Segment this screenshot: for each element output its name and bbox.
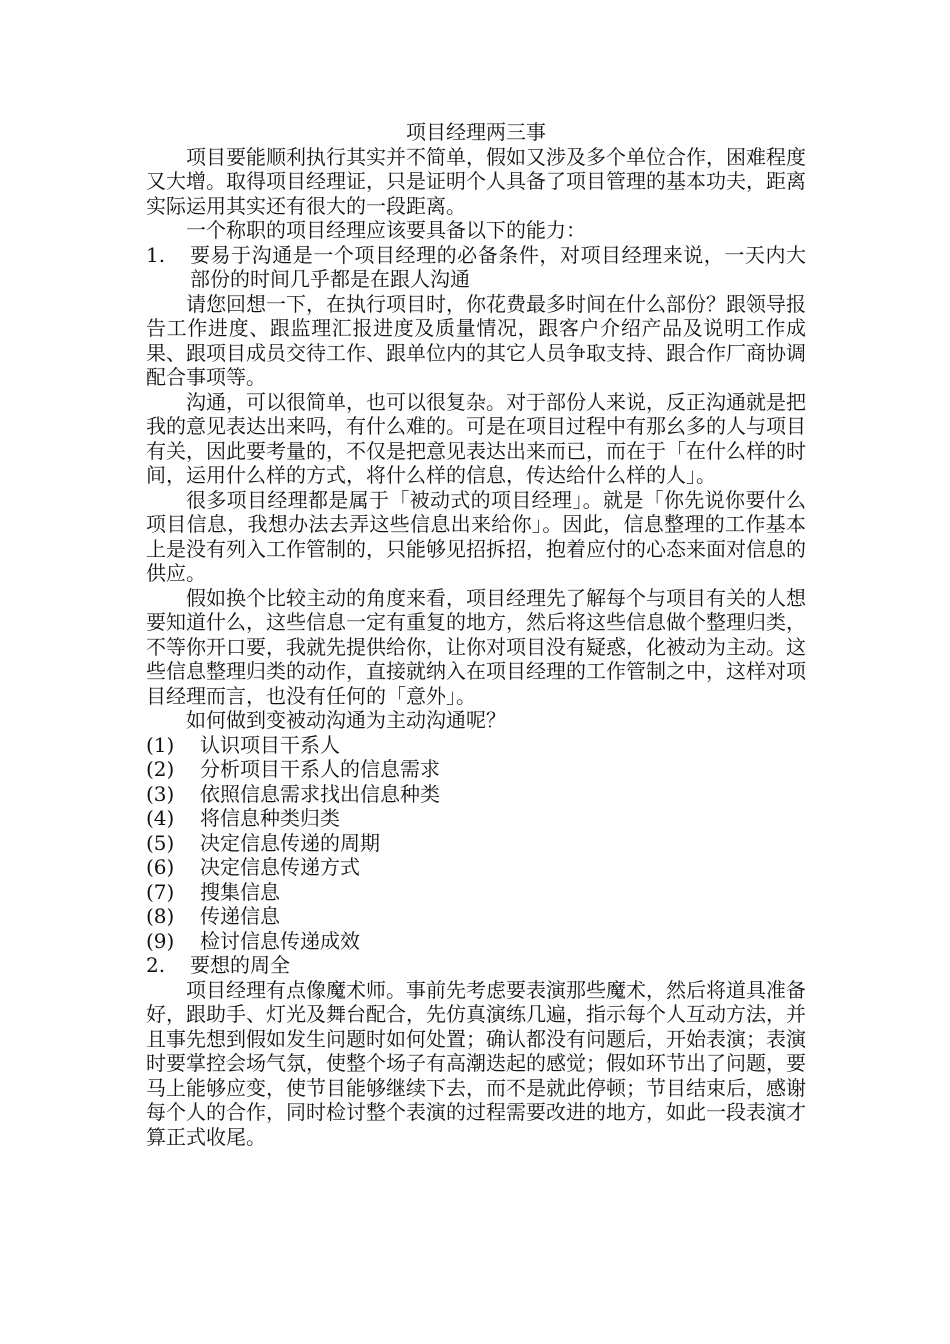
- list-item-text: 决定信息传递方式: [200, 855, 360, 879]
- list-item-text: 搜集信息: [200, 879, 280, 904]
- list-item-text: 传递信息: [200, 904, 280, 928]
- section-1-number: 1.: [146, 242, 166, 267]
- list-item-number: (6): [146, 855, 175, 879]
- list-item: [146, 733, 806, 758]
- list-item-text: 决定信息传递的周期: [200, 830, 380, 855]
- section-2-number: 2.: [146, 953, 166, 977]
- list-item: [146, 855, 806, 880]
- list-item-number: (7): [146, 879, 175, 904]
- list-item-number: (3): [146, 781, 175, 806]
- section-1-heading-text: 要易于沟通是一个项目经理的必备条件，对项目经理来说，一天内大部份的时间几乎都是在跟人沟通: [190, 242, 806, 291]
- steps-list: [146, 733, 806, 954]
- section-2-paragraph-1: 项目经理有点像魔术师。事前先考虑要表演那些魔术，然后将道具准备好，跟助手、灯光及舞台配合，先仿真演练几遍，指示每个人互动方法，并且事先想到假如发生问题时如何处置；确认都没有问题后，开始表演；表演时要掌控会场气氛，使整个场子有高潮迭起的感觉；假如环节出了问题，要马上能够应变，使节目能够继续下去，而不是就此停顿；节目结束后，感谢每个人的合作，同时检讨整个表演的过程需要改进的地方，如此一段表演才算正式收尾。: [146, 977, 806, 1149]
- list-item-text: 检讨信息传递成效: [200, 928, 360, 953]
- section-1-paragraph-5: 如何做到变被动沟通为主动沟通呢？: [186, 708, 506, 732]
- list-item-text: 分析项目干系人的信息需求: [200, 757, 440, 781]
- list-item-number: (4): [146, 806, 175, 830]
- list-item-number: (2): [146, 757, 175, 781]
- list-item: [146, 880, 806, 905]
- intro-paragraph-2: 一个称职的项目经理应该要具备以下的能力：: [186, 218, 586, 242]
- list-item-text: 将信息种类归类: [200, 806, 340, 830]
- section-1-paragraph-1: 请您回想一下，在执行项目时，你花费最多时间在什么部份？跟领导报告工作进度、跟监理汇报进度及质量情况，跟客户介绍产品及说明工作成果、跟项目成员交待工作、跟单位内的其它人员争取支持、跟合作厂商协调配合事项等。: [146, 291, 806, 389]
- list-item: [146, 757, 806, 782]
- list-item-text: 认识项目干系人: [200, 732, 340, 757]
- list-item-number: (1): [146, 732, 175, 757]
- list-item: [146, 831, 806, 856]
- document-page: [146, 120, 806, 1149]
- list-item-number: (5): [146, 830, 175, 855]
- list-item-text: 依照信息需求找出信息种类: [200, 781, 440, 806]
- list-item-number: (9): [146, 928, 175, 953]
- list-item: [146, 929, 806, 954]
- section-2-heading-text: 要想的周全: [190, 953, 290, 977]
- section-1-paragraph-2: 沟通，可以很简单，也可以很复杂。对于部份人来说，反正沟通就是把我的意见表达出来吗，有什么难的。可是在项目过程中有那幺多的人与项目有关，因此要考量的，不仅是把意见表达出来而已，而在于「在什么样的时间，运用什么样的方式，将什么样的信息，传达给什么样的人」。: [146, 389, 806, 487]
- list-item: [146, 904, 806, 929]
- section-1-heading: [146, 243, 806, 292]
- list-item-number: (8): [146, 904, 175, 928]
- intro-paragraph-1: 项目要能顺利执行其实并不简单，假如又涉及多个单位合作，困难程度又大增。取得项目经理证，只是证明个人具备了项目管理的基本功夫，距离实际运用其实还有很大的一段距离。: [146, 144, 806, 218]
- list-item: [146, 782, 806, 807]
- section-2-heading: [146, 953, 806, 978]
- section-1-paragraph-3: 很多项目经理都是属于「被动式的项目经理」。就是「你先说你要什么项目信息，我想办法去弄这些信息出来给你」。因此，信息整理的工作基本上是没有列入工作管制的，只能够见招拆招，抱着应付的心态来面对信息的供应。: [146, 487, 806, 585]
- document-title: 项目经理两三事: [406, 120, 546, 144]
- section-1-paragraph-4: 假如换个比较主动的角度来看，项目经理先了解每个与项目有关的人想要知道什么，这些信息一定有重复的地方，然后将这些信息做个整理归类，不等你开口要，我就先提供给你，让你对项目没有疑惑，化被动为主动。这些信息整理归类的动作，直接就纳入在项目经理的工作管制之中，这样对项目经理而言，也没有任何的「意外」。: [146, 585, 806, 708]
- list-item: [146, 806, 806, 831]
